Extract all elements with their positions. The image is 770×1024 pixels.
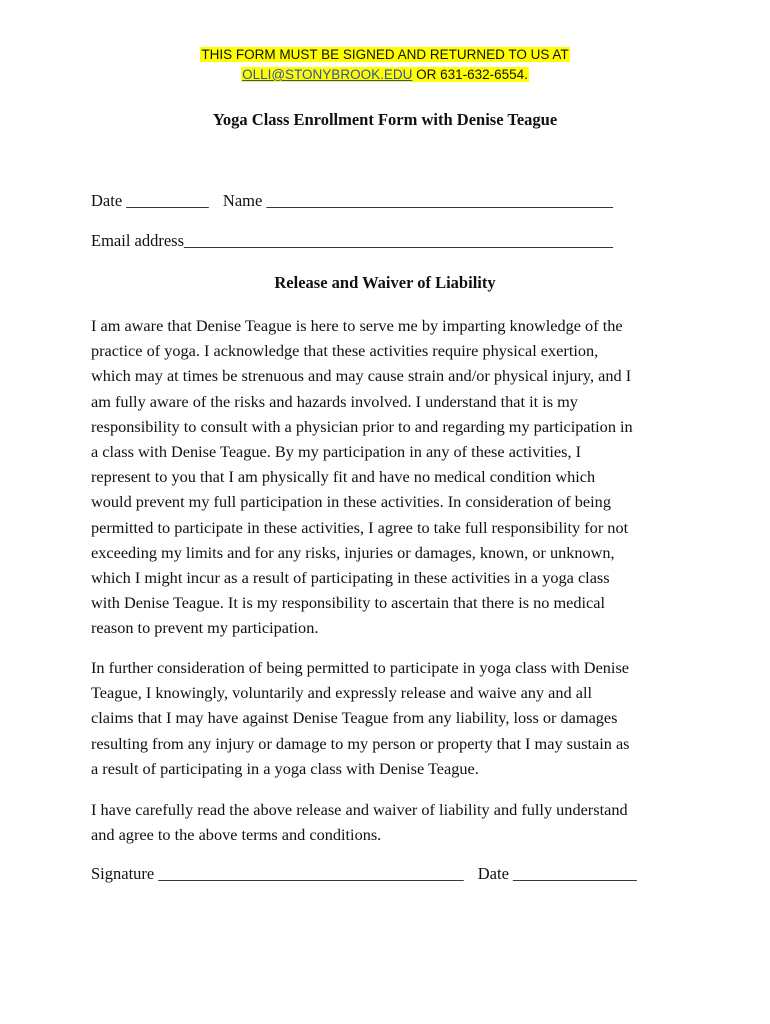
form-title: Yoga Class Enrollment Form with Denise Teague bbox=[212, 110, 558, 129]
waiver-paragraph-1 bbox=[91, 313, 691, 641]
text-line: am fully aware of the risks and hazards involved. I understand that it is my bbox=[91, 391, 578, 411]
text-line: and agree to the above terms and conditions. bbox=[91, 825, 382, 845]
name-field[interactable]: __________________________________________ bbox=[266, 191, 613, 210]
signature-date-field[interactable]: _______________ bbox=[513, 864, 637, 883]
text-line: responsibility to consult with a physician prior to and regarding my participation in bbox=[91, 416, 633, 436]
signature-row bbox=[91, 864, 637, 884]
text-line: I have carefully read the above release and waiver of liability and fully understand bbox=[91, 800, 628, 819]
text-line: reason to prevent my participation. bbox=[91, 618, 319, 638]
email-link[interactable]: OLLI@STONYBROOK.EDU bbox=[242, 67, 413, 82]
notice-highlight-2 bbox=[241, 67, 529, 82]
notice-text-1: THIS FORM MUST BE SIGNED AND RETURNED TO US AT bbox=[201, 47, 569, 62]
text-line: which may at times be strenuous and may cause strain and/or physical injury, and I bbox=[91, 366, 632, 386]
email-field[interactable]: ____________________________________________________ bbox=[184, 231, 614, 250]
text-line: Teague, I knowingly, voluntarily and expressly release and waive any and all bbox=[91, 683, 592, 703]
email-label: Email address bbox=[91, 231, 185, 250]
signature-date-label: Date bbox=[477, 864, 509, 883]
text-line: represent to you that I am physically fit and have no medical condition which bbox=[91, 467, 596, 487]
notice-line-2 bbox=[0, 65, 770, 85]
text-line: with Denise Teague. It is my responsibility to ascertain that there is no medical bbox=[91, 593, 606, 613]
text-line: a class with Denise Teague. By my participation in any of these activities, I bbox=[91, 442, 582, 462]
return-notice bbox=[0, 45, 770, 85]
email-row bbox=[91, 231, 613, 251]
notice-line-1 bbox=[0, 45, 770, 65]
text-line: I am aware that Denise Teague is here to serve me by imparting knowledge of the bbox=[91, 316, 623, 335]
text-line: a result of participating in a yoga class with Denise Teague. bbox=[91, 758, 479, 778]
name-label: Name bbox=[222, 191, 263, 210]
waiver-paragraph-2 bbox=[91, 655, 691, 781]
signature-label: Signature bbox=[91, 864, 155, 883]
date-label: Date bbox=[91, 191, 123, 210]
text-line: resulting from any injury or damage to my person or property that I may sustain as bbox=[91, 733, 630, 753]
date-field[interactable]: __________ bbox=[126, 191, 209, 210]
text-line: permitted to participate in these activities, I agree to take full responsibility for not bbox=[91, 517, 629, 537]
text-line: which I might incur as a result of participating in these activities in a yoga class bbox=[91, 568, 610, 588]
text-line: In further consideration of being permitted to participate in yoga class with Denise bbox=[91, 658, 630, 677]
date-name-row bbox=[91, 191, 613, 211]
text-line: claims that I may have against Denise Teague from any liability, loss or damages bbox=[91, 708, 618, 728]
notice-phone-text: OR 631-632-6554. bbox=[412, 67, 528, 82]
waiver-heading: Release and Waiver of Liability bbox=[274, 273, 496, 292]
signature-field[interactable]: _____________________________________ bbox=[158, 864, 464, 883]
acknowledgement-paragraph bbox=[91, 797, 691, 847]
text-line: would prevent my full participation in these activities. In consideration of being bbox=[91, 492, 611, 512]
text-line: practice of yoga. I acknowledge that these activities require physical exertion, bbox=[91, 341, 599, 361]
text-line: exceeding my limits and for any risks, injuries or damages, known, or unknown, bbox=[91, 542, 615, 562]
